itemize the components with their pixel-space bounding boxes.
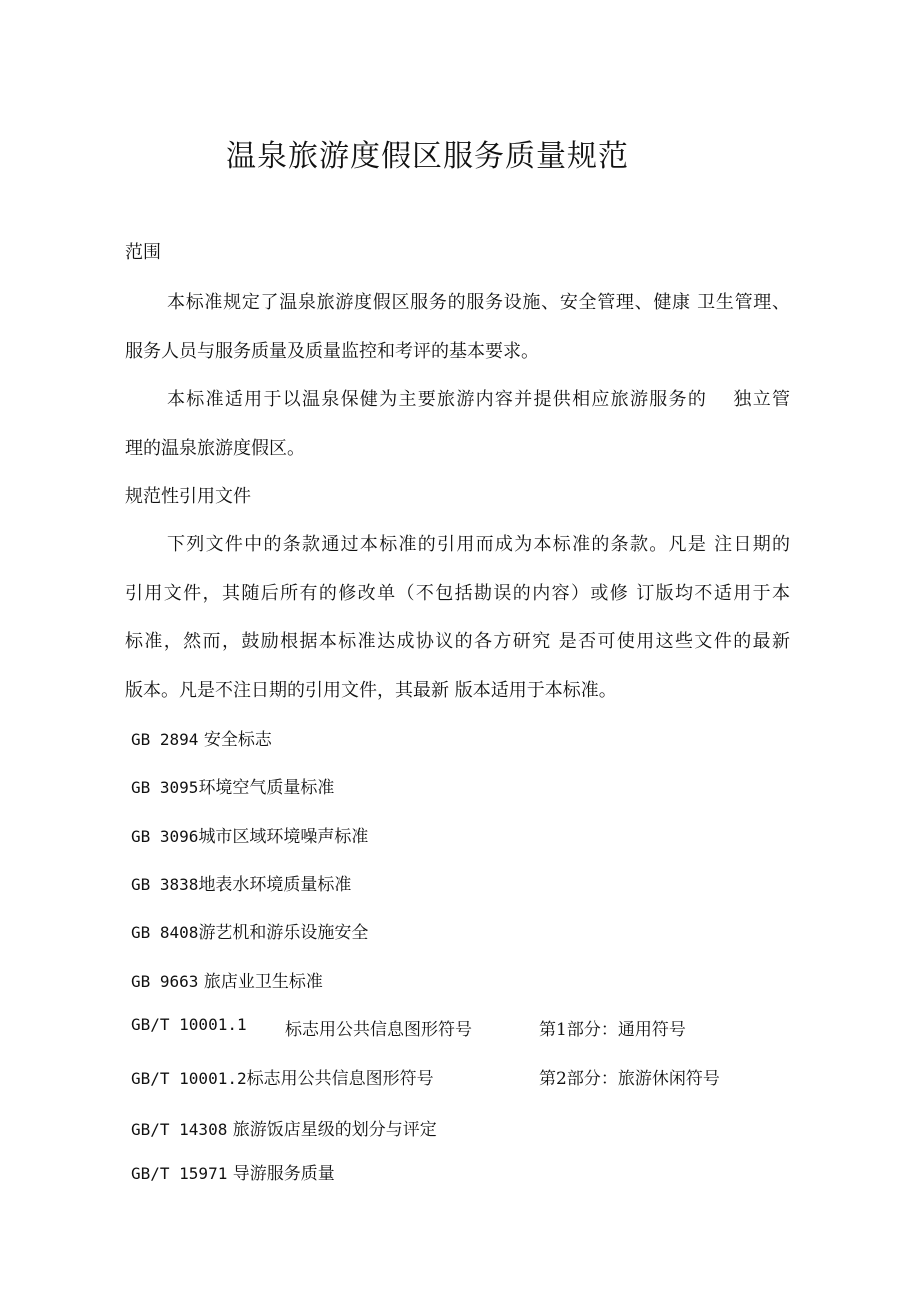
document-title: 温泉旅游度假区服务质量规范 — [226, 139, 629, 174]
reference-code: GB/T 14308 — [131, 1120, 228, 1139]
section-heading-normative-references: 规范性引用文件 — [125, 486, 251, 507]
reference-code: GB/T 15971 — [131, 1164, 228, 1183]
paragraph-line: 版本。凡是不注日期的引用文件，其最新 版本适用于本标准。 — [125, 680, 617, 701]
paragraph-line: 理的温泉旅游度假区。 — [125, 438, 305, 459]
reference-item — [131, 773, 334, 798]
paragraph-line: 引用文件，其随后所有的修改单（不包括勘误的内容）或修 订版均不适用于本 — [125, 583, 790, 604]
reference-name: 环境空气质量标准 — [198, 778, 335, 798]
reference-name: 地表水环境质量标准 — [198, 875, 352, 895]
reference-name: 游艺机和游乐设施安全 — [198, 923, 369, 943]
reference-item — [131, 822, 368, 847]
reference-name: 旅游饭店星级的划分与评定 — [227, 1120, 437, 1140]
reference-code: GB 2894 — [131, 730, 199, 749]
reference-code: GB/T 10001.2 — [131, 1069, 247, 1088]
reference-item — [131, 1115, 437, 1140]
reference-code: GB/T 10001.1 — [131, 1015, 247, 1034]
paragraph-line: 标准，然而，鼓励根据本标准达成协议的各方研究 是否可使用这些文件的最新 — [125, 631, 790, 652]
reference-name: 标志用公共信息图形符号 — [285, 1020, 472, 1040]
reference-item — [131, 1159, 335, 1184]
reference-part: 第2部分：旅游休闲符号 — [539, 1069, 720, 1089]
reference-name: 安全标志 — [198, 730, 272, 750]
reference-code: GB 3095 — [131, 778, 199, 797]
reference-item — [131, 870, 351, 895]
reference-name: 旅店业卫生标准 — [198, 972, 323, 992]
reference-code: GB 3838 — [131, 875, 199, 894]
reference-part: 第1部分：通用符号 — [539, 1020, 686, 1040]
paragraph-line: 本标准适用于以温泉保健为主要旅游内容并提供相应旅游服务的 独立管 — [167, 389, 790, 410]
reference-item — [131, 1015, 247, 1035]
paragraph-line: 下列文件中的条款通过本标准的引用而成为本标准的条款。凡是 注日期的 — [167, 534, 790, 555]
reference-item — [131, 725, 272, 750]
reference-item — [131, 1064, 434, 1089]
paragraph-line: 服务人员与服务质量及质量监控和考评的基本要求。 — [125, 341, 539, 362]
reference-item — [131, 918, 368, 943]
paragraph-line: 本标准规定了温泉旅游度假区服务的服务设施、安全管理、健康 卫生管理、 — [167, 292, 790, 313]
section-heading-scope: 范围 — [125, 242, 161, 263]
reference-item — [131, 967, 323, 992]
reference-code: GB 8408 — [131, 923, 199, 942]
reference-code: GB 3096 — [131, 827, 199, 846]
reference-name: 城市区域环境噪声标准 — [198, 827, 369, 847]
reference-name: 标志用公共信息图形符号 — [246, 1069, 434, 1089]
reference-code: GB 9663 — [131, 972, 199, 991]
reference-name: 导游服务质量 — [227, 1164, 335, 1184]
